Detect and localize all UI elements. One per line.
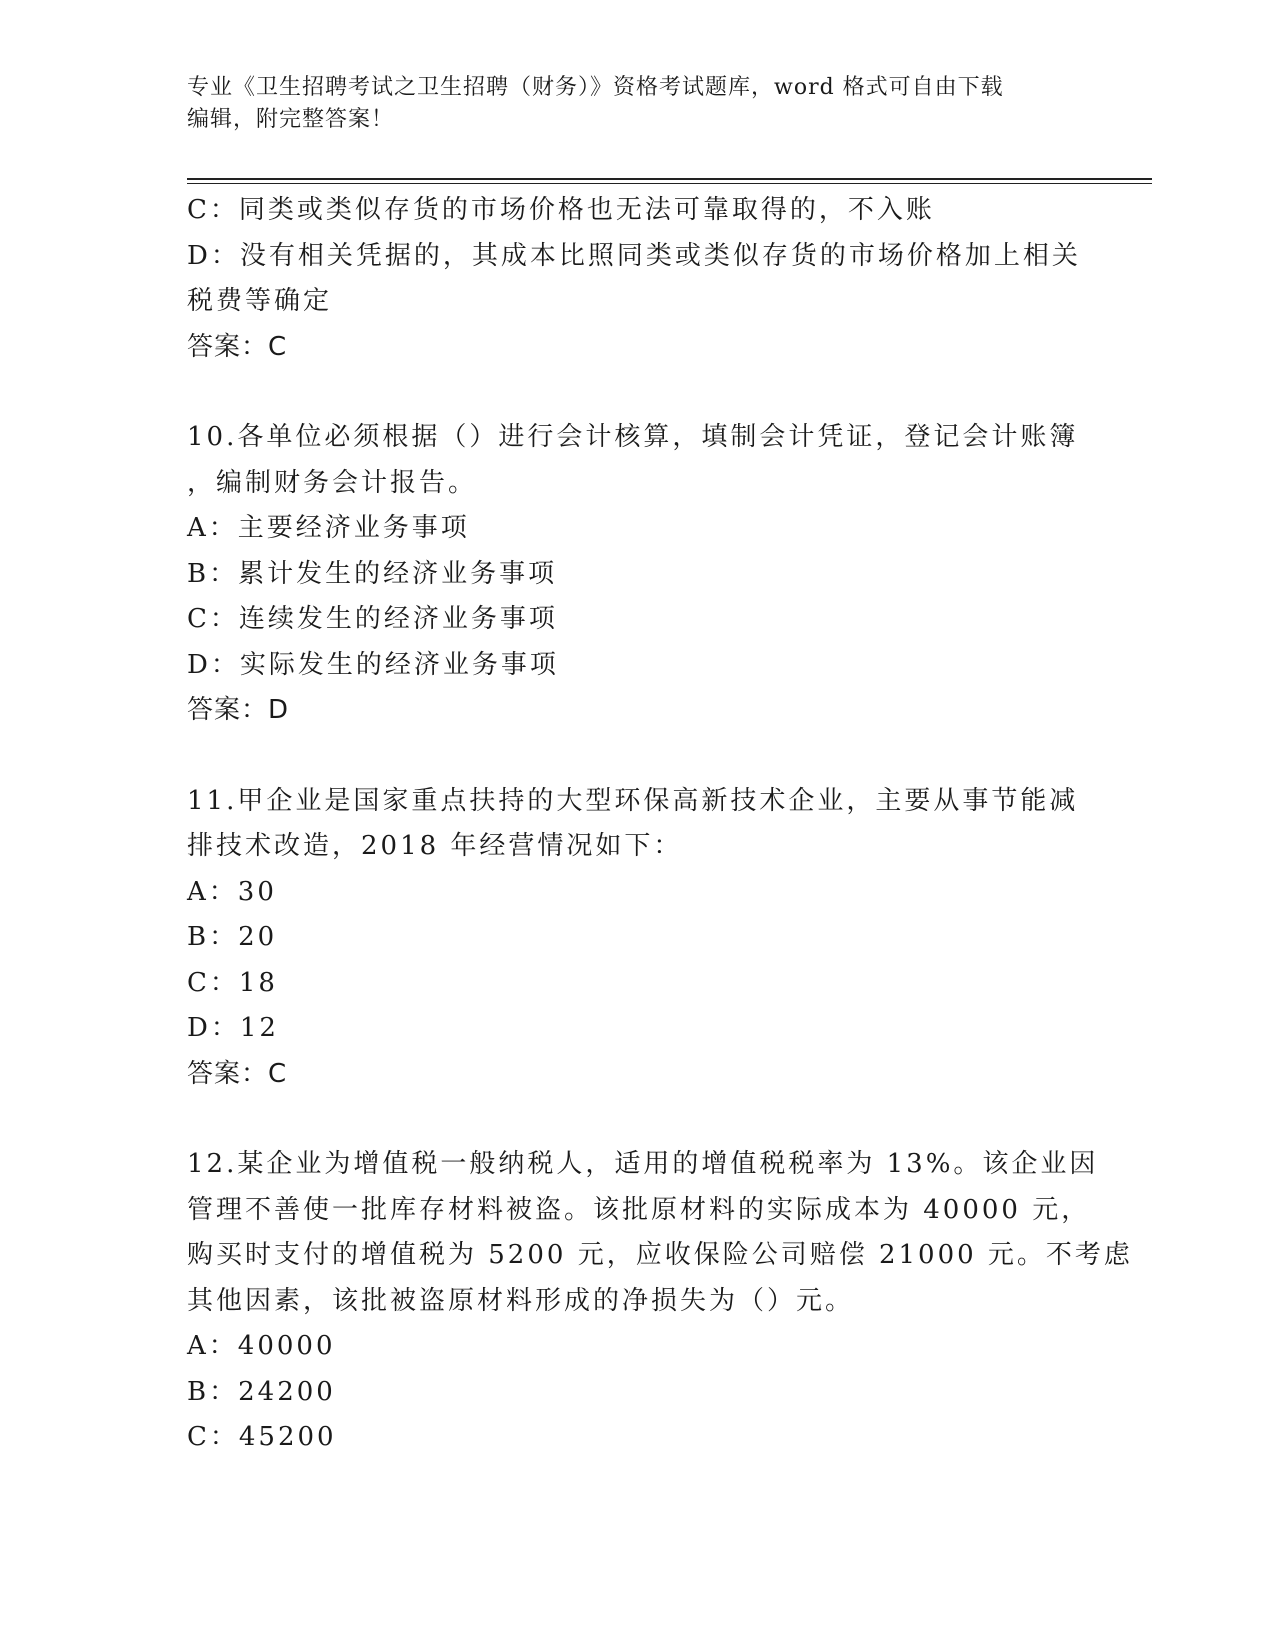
question-stem-line-2: 管理不善使一批库存材料被盗。该批原材料的实际成本为 40000 元， [187, 1194, 1091, 1225]
answer: 答案：C [187, 331, 288, 362]
spacer [187, 370, 1067, 415]
question-stem-line-2: ，编制财务会计报告。 [187, 467, 478, 498]
question-stem-line-1: 11.甲企业是国家重点扶持的大型环保高新技术企业，主要从事节能减 [187, 785, 1079, 816]
option-a: A：40000 [187, 1331, 336, 1361]
option-b: B：24200 [187, 1376, 336, 1407]
spacer [187, 1097, 1067, 1142]
header-divider-thick [187, 178, 1152, 180]
spacer [187, 734, 1067, 779]
option-c: C：45200 [187, 1422, 337, 1452]
question-12 [187, 1142, 1133, 1461]
header-line-2: 编辑，附完整答案！ [187, 107, 395, 132]
question-9-tail [187, 188, 1081, 370]
question-stem-line-1: 10.各单位必须根据（）进行会计核算，填制会计凭证，登记会计账簿 [187, 422, 1079, 452]
question-stem-line-3: 购买时支付的增值税为 5200 元，应收保险公司赔偿 21000 元。不考虑 [187, 1240, 1133, 1270]
option-d: D：实际发生的经济业务事项 [187, 649, 559, 680]
question-stem-line-4: 其他因素，该批被盗原材料形成的净损失为（）元。 [187, 1285, 855, 1316]
option-a: A：主要经济业务事项 [187, 513, 470, 543]
option-b: B：20 [187, 922, 278, 952]
option-a: A：30 [187, 876, 277, 907]
question-11 [187, 779, 1079, 1098]
question-10 [187, 415, 1079, 734]
option-d-line-2: 税费等确定 [187, 286, 333, 316]
option-d: D：12 [187, 1013, 279, 1043]
answer: 答案：D [187, 695, 290, 725]
header-line-1: 专业《卫生招聘考试之卫生招聘（财务）》资格考试题库，word 格式可自由下载 [187, 75, 1004, 100]
option-c: C：同类或类似存货的市场价格也无法可靠取得的，不入账 [187, 195, 935, 225]
option-d-line-1: D：没有相关凭据的，其成本比照同类或类似存货的市场价格加上相关 [187, 240, 1081, 271]
option-b: B：累计发生的经济业务事项 [187, 558, 558, 589]
question-stem-line-1: 12.某企业为增值税一般纳税人，适用的增值税税率为 13%。该企业因 [187, 1149, 1099, 1179]
header-divider-thin [187, 183, 1152, 184]
answer: 答案：C [187, 1058, 288, 1089]
page-header [187, 72, 1087, 136]
option-c: C：18 [187, 967, 278, 998]
question-stem-line-2: 排技术改造，2018 年经营情况如下： [187, 831, 683, 861]
question-list [187, 188, 1133, 1461]
option-c: C：连续发生的经济业务事项 [187, 604, 558, 634]
